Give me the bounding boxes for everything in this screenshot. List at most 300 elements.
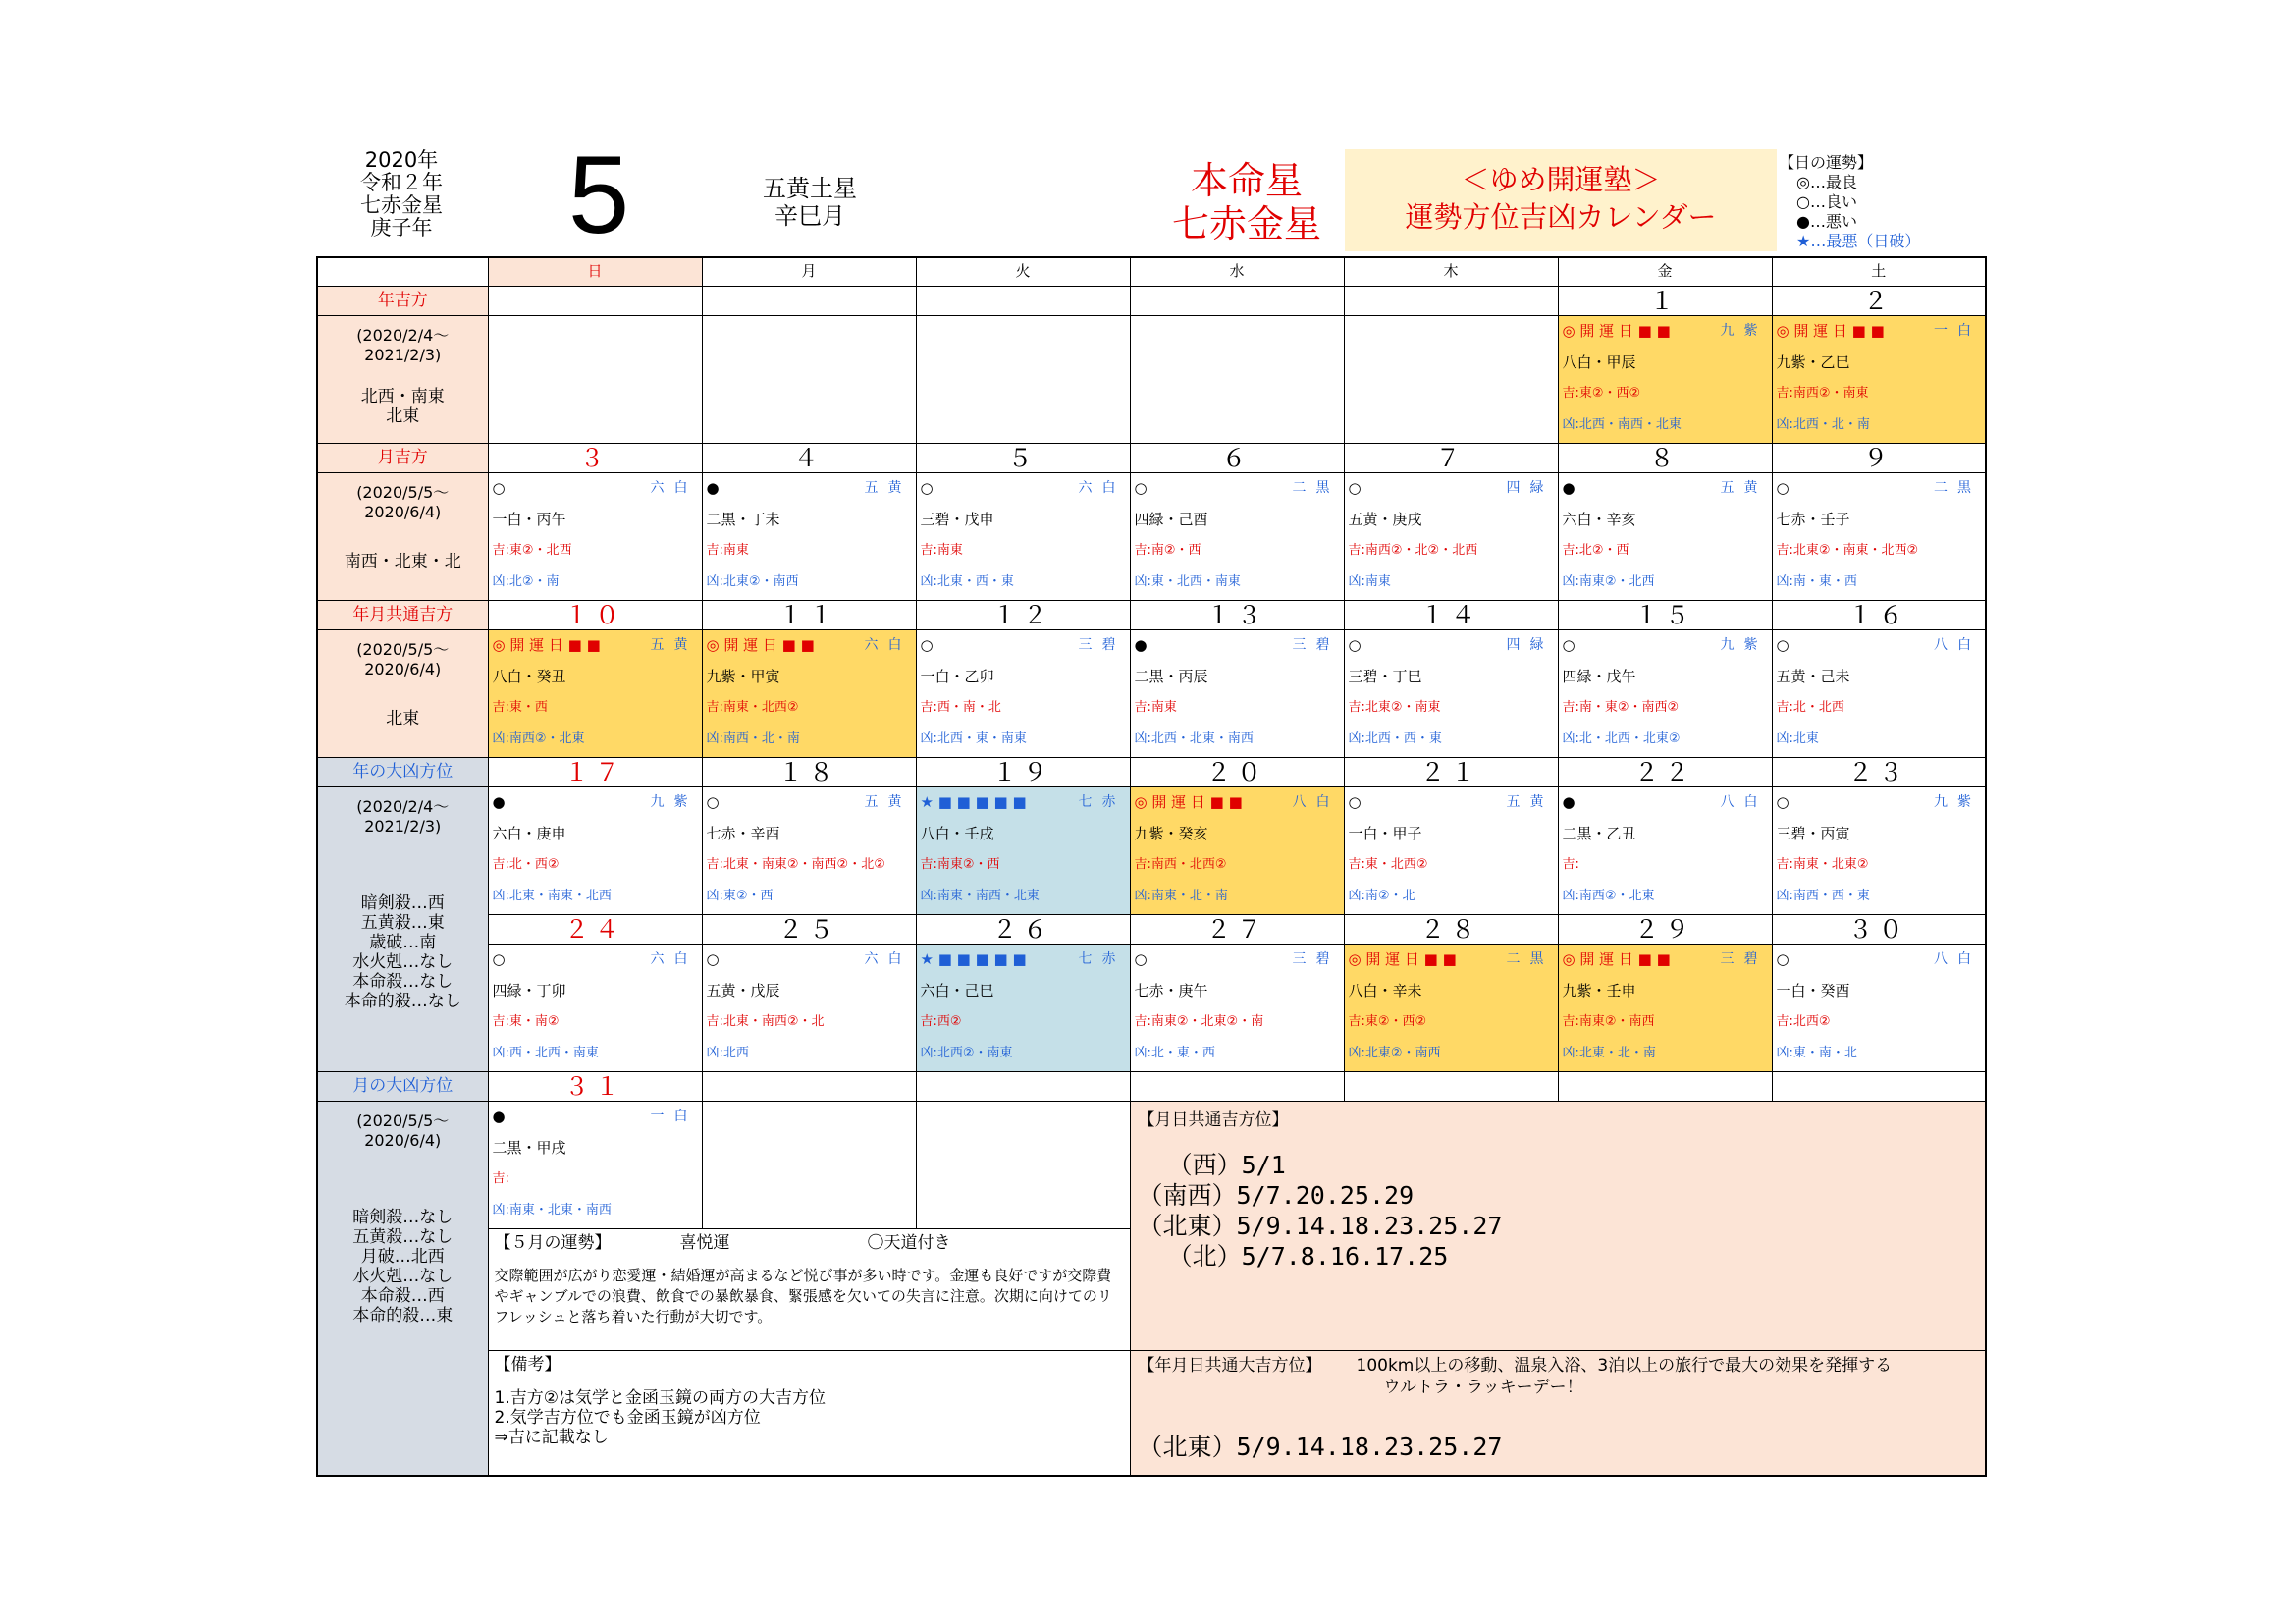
day-kanshi: 二黒・乙丑 [1562, 824, 1636, 842]
day-kanshi: 九紫・乙巳 [1776, 352, 1850, 371]
empty-cell [702, 1071, 916, 1101]
direction-line: 五黄殺…なし [352, 1226, 454, 1247]
year-label: 2020年 [364, 148, 439, 172]
day-cell[interactable] [1344, 786, 1558, 914]
fortune-mark: ○ [706, 949, 720, 968]
day-star: 六白 [1078, 479, 1126, 496]
day-cell[interactable] [1772, 472, 1986, 600]
day-kanshi: 五黄・庚戌 [1348, 510, 1422, 528]
empty-cell [1344, 286, 1558, 315]
day-cell[interactable] [1772, 944, 1986, 1071]
day-fortune-row [489, 787, 702, 818]
calendar-title [1345, 149, 1777, 251]
period-line: (2020/2/4～ [356, 325, 450, 345]
fortune-mark: ○ [1562, 635, 1575, 654]
day-star: 六白 [864, 636, 912, 653]
day-cell[interactable] [488, 629, 702, 757]
fortune-mark: ○ [1348, 792, 1362, 811]
day-star: 三碧 [1292, 636, 1340, 653]
day-cell[interactable] [1344, 629, 1558, 757]
day-star: 五黄 [650, 636, 698, 653]
month-bad-info [317, 1101, 488, 1476]
fortune-mark: ○ [1776, 635, 1789, 654]
day-fortune-row [489, 473, 702, 504]
bad-directions: 凶:北東 [1776, 731, 1819, 746]
common-date-line: （南西）5/7.20.25.29 [1138, 1180, 1415, 1210]
bad-directions: 凶:北東・西・東 [920, 573, 1014, 589]
day-fortune-row [1773, 473, 1986, 504]
weekday-thu: 木 [1344, 257, 1558, 286]
fortune-mark: ● [1562, 478, 1575, 497]
day-star: 五黄 [864, 793, 912, 810]
day-cell[interactable] [1772, 315, 1986, 443]
day-kanshi: 九紫・壬申 [1562, 981, 1636, 1000]
day-kanshi: 五黄・己未 [1776, 667, 1850, 685]
good-directions: 吉:南東 [706, 542, 749, 558]
day-kanshi: 七赤・庚午 [1134, 981, 1208, 1000]
fortune-mark: ◎ 開 運 日 ■ ■ [492, 635, 601, 654]
empty-cell [488, 315, 702, 443]
day-kanshi: 二黒・丁未 [706, 510, 780, 528]
direction-line: 暗剣殺…なし [352, 1207, 454, 1227]
day-cell[interactable] [488, 472, 702, 600]
day-number: ２３ [1772, 757, 1986, 786]
fortune-mark: ○ [1134, 478, 1148, 497]
empty-cell [702, 1101, 916, 1228]
month-good-info [317, 472, 488, 600]
fortune-extra: 〇天道付き [867, 1232, 951, 1253]
day-number: １ [1558, 286, 1772, 315]
day-star: 八白 [1292, 793, 1340, 810]
fortune-mark: ○ [920, 478, 934, 497]
common-date-line: （西）5/1 [1138, 1150, 1286, 1179]
fortune-title: 【５月の運勢】 [494, 1232, 612, 1253]
day-number: ２９ [1558, 914, 1772, 944]
day-cell[interactable] [702, 786, 916, 914]
period-line: 2020/6/4) [364, 659, 442, 678]
day-kanshi: 一白・甲子 [1348, 824, 1422, 842]
fortune-mark: ◎ 開 運 日 ■ ■ [706, 635, 815, 654]
day-fortune-row [1131, 945, 1344, 975]
day-star: 三碧 [1078, 636, 1126, 653]
day-fortune-row [703, 787, 916, 818]
direction-line: 水火剋…なし [352, 951, 454, 972]
day-kanshi: 二黒・甲戌 [492, 1138, 566, 1157]
period-line: 2020/6/4) [364, 1130, 442, 1150]
bad-directions: 凶:南西・西・東 [1776, 888, 1870, 903]
fortune-mark: ◎ 開 運 日 ■ ■ [1776, 321, 1885, 340]
day-star: 六白 [650, 950, 698, 967]
day-kanshi: 二黒・丙辰 [1134, 667, 1208, 685]
day-fortune-row [1773, 316, 1986, 347]
fortune-mark: ● [492, 1107, 506, 1125]
bad-directions: 凶:北西・南西・北東 [1562, 416, 1682, 432]
bad-directions: 凶:東・南・北 [1776, 1045, 1857, 1060]
day-cell[interactable] [1344, 944, 1558, 1071]
day-number: １８ [702, 757, 916, 786]
bad-directions: 凶:北西・北東・南西 [1134, 731, 1254, 746]
day-cell[interactable] [1558, 944, 1772, 1071]
empty-cell [916, 315, 1130, 443]
day-number: ９ [1772, 443, 1986, 472]
day-number: ４ [702, 443, 916, 472]
day-cell[interactable] [1558, 786, 1772, 914]
empty-cell [916, 1071, 1130, 1101]
bad-directions: 凶:東②・西 [706, 888, 774, 903]
day-cell[interactable] [916, 472, 1130, 600]
day-kanshi: 一白・丙午 [492, 510, 566, 528]
weekday-fri: 金 [1558, 257, 1772, 286]
day-number: ２１ [1344, 757, 1558, 786]
good-directions: 吉:南西②・南東 [1776, 385, 1869, 401]
day-fortune-row [917, 945, 1130, 975]
month-number: 5 [567, 134, 630, 256]
day-number: ２８ [1344, 914, 1558, 944]
weekday-mon: 月 [702, 257, 916, 286]
day-fortune-row [917, 787, 1130, 818]
day-fortune-row [1773, 630, 1986, 661]
good-directions: 吉:東②・西② [1348, 1013, 1427, 1029]
day-cell[interactable] [1130, 786, 1344, 914]
direction-line: 南西・北東・北 [344, 551, 461, 571]
day-fortune-row [1131, 630, 1344, 661]
honmei-star [1148, 159, 1345, 245]
bad-directions: 凶:北西②・南東 [920, 1045, 1013, 1060]
fortune-mark: ○ [1776, 478, 1789, 497]
fortune-mark: ○ [1134, 949, 1148, 968]
period-line: (2020/2/4～ [356, 796, 450, 816]
day-kanshi: 七赤・辛酉 [706, 824, 780, 842]
period-line: 2020/6/4) [364, 502, 442, 521]
day-kanshi: 八白・癸丑 [492, 667, 566, 685]
honmei-value: 七赤金星 [1171, 202, 1321, 245]
day-number: １０ [488, 600, 702, 629]
bad-directions: 凶:南西②・北東 [1562, 888, 1655, 903]
direction-line: 北東 [386, 406, 420, 426]
fortune-mark: ● [492, 792, 506, 811]
honmei-title: 本命星 [1190, 159, 1303, 202]
bad-directions: 凶:西・北西・南東 [492, 1045, 599, 1060]
day-kanshi: 一白・乙卯 [920, 667, 994, 685]
day-number: ３０ [1772, 914, 1986, 944]
direction-line: 北西・南東 [360, 386, 445, 406]
empty-cell [916, 1101, 1130, 1228]
fortune-mark: ○ [492, 478, 506, 497]
day-cell[interactable] [1130, 629, 1344, 757]
good-directions: 吉: [492, 1170, 509, 1186]
corner-cell [317, 257, 488, 286]
good-directions: 吉:南東 [920, 542, 963, 558]
fortune-mark: ○ [920, 635, 934, 654]
day-fortune-row [1345, 630, 1558, 661]
good-directions: 吉:北東・南西②・北 [706, 1013, 825, 1029]
day-cell[interactable] [1772, 629, 1986, 757]
day-kanshi: 九紫・癸亥 [1134, 824, 1208, 842]
bad-directions: 凶:南東 [1348, 573, 1391, 589]
empty-cell [1130, 315, 1344, 443]
good-directions: 吉:北東②・南東 [1348, 699, 1441, 715]
month-bad-label: 月の大凶方位 [317, 1071, 488, 1101]
bad-directions: 凶:北東・南東・北西 [492, 888, 612, 903]
weekday-sun: 日 [488, 257, 702, 286]
ymd-desc-line: ウルトラ・ラッキーデー！ [1383, 1377, 1583, 1397]
day-star: 六白 [650, 479, 698, 496]
day-cell[interactable] [916, 629, 1130, 757]
direction-line: 本命殺…なし [352, 971, 454, 992]
good-directions: 吉:南東・北東② [1776, 856, 1869, 872]
direction-line: 本命的殺…なし [344, 991, 461, 1011]
year-good-info [317, 315, 488, 443]
day-kanshi: 三碧・丙寅 [1776, 824, 1850, 842]
day-cell[interactable] [702, 472, 916, 600]
notes-panel [488, 1350, 1130, 1476]
day-kanshi: 五黄・戊辰 [706, 981, 780, 1000]
good-directions: 吉:南東②・西 [920, 856, 1000, 872]
legend [1779, 153, 1965, 251]
bad-directions: 凶:北②・南 [492, 573, 560, 589]
day-number: ２４ [488, 914, 702, 944]
bad-directions: 凶:北東②・南西 [1348, 1045, 1441, 1060]
day-cell[interactable] [702, 629, 916, 757]
day-kanshi: 八白・甲辰 [1562, 352, 1636, 371]
day-star: 八白 [1934, 950, 1981, 967]
weekday-sat: 土 [1772, 257, 1986, 286]
day-kanshi: 四緑・丁卯 [492, 981, 566, 1000]
title-line-1: ＜ゆめ開運塾＞ [1461, 163, 1661, 196]
bad-directions: 凶:南②・北 [1348, 888, 1415, 903]
day-cell[interactable] [1772, 786, 1986, 914]
month-kanshi-label: 辛巳月 [774, 202, 845, 230]
day-number: ８ [1558, 443, 1772, 472]
day-kanshi: 三碧・戊申 [920, 510, 994, 528]
day-star: 三碧 [1292, 950, 1340, 967]
direction-line: 本命的殺…東 [352, 1305, 454, 1326]
empty-cell [702, 315, 916, 443]
day-star: 九紫 [1720, 322, 1768, 339]
bad-directions: 凶:北・北西・北東② [1562, 731, 1681, 746]
bad-directions: 凶:北東②・南西 [706, 573, 799, 589]
day-star: 六白 [864, 950, 912, 967]
day-star: 四緑 [1506, 479, 1554, 496]
day-cell[interactable] [488, 944, 702, 1071]
good-directions: 吉:南東・北西② [706, 699, 799, 715]
day-kanshi: 一白・癸酉 [1776, 981, 1850, 1000]
good-directions: 吉:東・南② [492, 1013, 560, 1029]
day-kanshi: 六白・辛亥 [1562, 510, 1636, 528]
fortune-mark: ● [1562, 792, 1575, 811]
direction-line: 暗剣殺…西 [360, 893, 445, 913]
day-star: 九紫 [650, 793, 698, 810]
bad-directions: 凶:南東・北東・南西 [492, 1202, 612, 1218]
legend-item-bad: ●…悪い [1796, 212, 1857, 231]
day-fortune-row [1345, 945, 1558, 975]
year-bad-info [317, 786, 488, 1071]
direction-line: 本命殺…西 [360, 1285, 445, 1306]
common-good-label: 年月共通吉方 [317, 600, 488, 629]
day-number: ２７ [1130, 914, 1344, 944]
day-fortune-row [1559, 316, 1772, 347]
day-fortune-row [1559, 787, 1772, 818]
bad-directions: 凶:北西・西・東 [1348, 731, 1442, 746]
day-number: １４ [1344, 600, 1558, 629]
day-star: 九紫 [1720, 636, 1768, 653]
calendar-table [316, 256, 1987, 1477]
empty-cell [916, 286, 1130, 315]
fortune-mark: ● [706, 478, 720, 497]
day-cell[interactable] [488, 1101, 702, 1228]
note-line: ⇒吉に記載なし [494, 1427, 609, 1447]
day-cell[interactable] [702, 944, 916, 1071]
fortune-mark: ★ ■ ■ ■ ■ ■ [920, 792, 1027, 811]
day-fortune-row [703, 473, 916, 504]
day-number: １９ [916, 757, 1130, 786]
day-cell[interactable] [916, 944, 1130, 1071]
day-number: ２０ [1130, 757, 1344, 786]
day-fortune-row [1559, 945, 1772, 975]
fortune-mark: ★ ■ ■ ■ ■ ■ [920, 949, 1027, 968]
common-date-line: （北東）5/9.14.18.23.25.27 [1138, 1211, 1503, 1240]
day-kanshi: 三碧・丁巳 [1348, 667, 1422, 685]
day-number: ６ [1130, 443, 1344, 472]
bad-directions: 凶:北・東・西 [1134, 1045, 1215, 1060]
good-directions: 吉:南・東②・南西② [1562, 699, 1680, 715]
day-star: 五黄 [864, 479, 912, 496]
day-kanshi: 四緑・己酉 [1134, 510, 1208, 528]
year-info [317, 149, 486, 240]
fortune-mark: ○ [492, 949, 506, 968]
day-fortune-row [917, 473, 1130, 504]
direction-line: 五黄殺…東 [360, 912, 445, 933]
empty-cell [1344, 315, 1558, 443]
empty-cell [1130, 1071, 1344, 1101]
bad-directions: 凶:北西・北・南 [1776, 416, 1870, 432]
good-directions: 吉:北東・南東②・南西②・北② [706, 856, 885, 872]
day-kanshi: 八白・辛未 [1348, 981, 1422, 1000]
good-directions: 吉:北東②・南東・北西② [1776, 542, 1919, 558]
common-date-line: （北）5/7.8.16.17.25 [1138, 1241, 1449, 1271]
fortune-body: 交際範囲が広がり恋愛運・結婚運が高まるなど悦び事が多い時です。金運も良好ですが交際費やギャンブルでの浪費、飲食での暴飲暴食、緊張感を欠いての失言に注意。次期に向けてのリフレッシュと落ち着いた行動が大切です。 [494, 1266, 1112, 1326]
bad-directions: 凶:北東・北・南 [1562, 1045, 1656, 1060]
day-number: １７ [488, 757, 702, 786]
day-cell[interactable] [1558, 629, 1772, 757]
ymd-common-panel [1130, 1350, 1986, 1476]
fortune-mark: ◎ 開 運 日 ■ ■ [1562, 321, 1671, 340]
legend-title: 【日の運勢】 [1779, 153, 1874, 172]
day-fortune-row [1345, 473, 1558, 504]
fortune-mark: ● [1134, 635, 1148, 654]
legend-item-best: ◎…最良 [1796, 173, 1857, 191]
day-cell[interactable] [1558, 472, 1772, 600]
day-cell[interactable] [1130, 472, 1344, 600]
good-directions: 吉:南西②・北②・北西 [1348, 542, 1478, 558]
bad-directions: 凶:南西・北・南 [706, 731, 800, 746]
weekday-tue: 火 [916, 257, 1130, 286]
fortune-mark: ◎ 開 運 日 ■ ■ [1348, 949, 1457, 968]
empty-cell [1130, 286, 1344, 315]
day-cell[interactable] [1558, 315, 1772, 443]
good-directions: 吉:西② [920, 1013, 962, 1029]
direction-line: 北東 [386, 708, 420, 729]
day-fortune-row [703, 630, 916, 661]
period-line: (2020/5/5～ [356, 639, 450, 659]
day-star: 九紫 [1934, 793, 1981, 810]
common-good-info [317, 629, 488, 757]
day-fortune-row [1559, 473, 1772, 504]
bad-directions: 凶:南東・北・南 [1134, 888, 1228, 903]
day-number: ７ [1344, 443, 1558, 472]
day-star: 八白 [1720, 793, 1768, 810]
direction-line: 歳破…南 [369, 932, 437, 952]
good-directions: 吉:北・西② [492, 856, 560, 872]
bad-directions: 凶:東・北西・南東 [1134, 573, 1241, 589]
note-line: 1.吉方②は気学と金函玉鏡の両方の大吉方位 [494, 1387, 826, 1408]
day-kanshi: 八白・壬戌 [920, 824, 994, 842]
day-cell[interactable] [1130, 944, 1344, 1071]
fortune-mark: ○ [1776, 949, 1789, 968]
good-directions: 吉:南東②・北東②・南 [1134, 1013, 1264, 1029]
year-kanshi-label: 庚子年 [370, 216, 433, 240]
period-line: 2021/2/3) [364, 816, 442, 836]
empty-cell [1558, 1071, 1772, 1101]
day-cell[interactable] [1344, 472, 1558, 600]
day-star: 一白 [650, 1108, 698, 1124]
good-directions: 吉:西・南・北 [920, 699, 1001, 715]
day-number: １１ [702, 600, 916, 629]
day-fortune-row [489, 630, 702, 661]
month-star [731, 175, 888, 230]
month-good-label: 月吉方 [317, 443, 488, 472]
day-star: 二黒 [1934, 479, 1981, 496]
day-star: 七赤 [1078, 950, 1126, 967]
day-fortune-row [1773, 945, 1986, 975]
month-fortune [488, 1228, 1130, 1350]
note-line: 2.気学吉方位でも金函玉鏡が凶方位 [494, 1407, 761, 1428]
year-star-label: 七赤金星 [360, 193, 443, 217]
day-fortune-row [917, 630, 1130, 661]
month-day-common-panel [1130, 1101, 1986, 1350]
good-directions: 吉:東・北西② [1348, 856, 1428, 872]
title-line-2: 運勢方位吉凶カレンダー [1405, 200, 1717, 234]
good-directions: 吉:東②・北西 [492, 542, 572, 558]
fortune-mark: ○ [1348, 478, 1362, 497]
day-star: 二黒 [1506, 950, 1554, 967]
day-fortune-row [1131, 473, 1344, 504]
day-number: ３１ [488, 1071, 702, 1101]
era-label: 令和２年 [360, 171, 443, 194]
good-directions: 吉:南東②・南西 [1562, 1013, 1655, 1029]
day-cell[interactable] [916, 786, 1130, 914]
day-number: １５ [1558, 600, 1772, 629]
year-good-label: 年吉方 [317, 286, 488, 315]
common-date-list [1139, 1150, 1978, 1272]
day-kanshi: 六白・己巳 [920, 981, 994, 1000]
notes-title: 【備考】 [494, 1354, 561, 1375]
fortune-mark: ◎ 開 運 日 ■ ■ [1134, 792, 1243, 811]
day-fortune-row [1345, 787, 1558, 818]
day-star: 七赤 [1078, 793, 1126, 810]
day-cell[interactable] [488, 786, 702, 914]
direction-line: 月破…北西 [360, 1246, 445, 1267]
good-directions: 吉:北西② [1776, 1013, 1831, 1029]
day-number: ２２ [1558, 757, 1772, 786]
period-line: 2021/2/3) [364, 345, 442, 364]
bad-directions: 凶:北西 [706, 1045, 749, 1060]
good-directions: 吉:北②・西 [1562, 542, 1629, 558]
empty-cell [1344, 1071, 1558, 1101]
panel-title: 【年月日共通大吉方位】 [1138, 1355, 1322, 1376]
good-directions: 吉:南②・西 [1134, 542, 1201, 558]
day-star: 四緑 [1506, 636, 1554, 653]
